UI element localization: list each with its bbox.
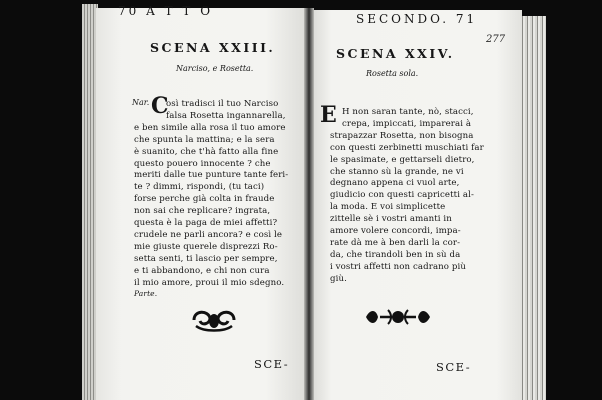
text-line: falsa Rosetta ingannarella, [166,110,286,121]
text-line: mie giuste querele disprezzi Ro- [134,241,278,252]
text-line: con questi zerbinetti muschiati far [330,142,484,153]
text-line: meriti dalle tue punture tante feri- [134,170,289,181]
text-line: è suanito, che t'hà fatto alla fine [134,146,279,157]
text-line: osì tradisci il tuo Narciso [166,99,279,109]
text-line: non sai che replicare? ingrata, [134,206,271,217]
text-line: le spasimate, e gettarseli dietro, [330,154,475,165]
text-line: crudele ne parli ancora? e così le [134,229,283,240]
text-line: crepa, impiccati, imparerai à [342,118,472,129]
left-characters: Narciso, e Rosetta. [176,64,254,73]
text-line: Parte. [134,289,158,299]
text-line: questo pouero innocente ? che [134,158,271,169]
left-catchword: SCE- [254,357,290,371]
text-line: e ti abbandono, e chi non cura [134,265,270,276]
text-line: rate dà me à ben darli la cor- [330,237,461,248]
left-drop-cap: C [151,93,169,119]
text-line: da, che tirandoli ben in sù da [330,249,461,260]
text-line: che spunta la mattina; e la sera [134,134,275,145]
right-scene-title: SCENA XXIV. [336,46,455,61]
left-scene-title: SCENA XXIII. [150,40,276,55]
speaker-label: Nar. [132,98,150,107]
text-line: e ben simile alla rosa il tuo amore [134,122,286,133]
right-characters: Rosetta sola. [366,69,419,78]
text-line: la moda. E voi simplicette [330,202,446,213]
text-line: zittelle sè i vostri amanti in [330,214,452,225]
text-line: setta senti, ti lascio per sempre, [134,253,278,264]
text-line: giù. [330,273,347,284]
text-line: i vostri affetti non cadrano più [330,261,466,272]
text-line: te ? dimmi, rispondi, (tu taci) [134,182,265,193]
text-line: strapazzar Rosetta, non bisogna [330,130,474,141]
page-edges-right [520,16,546,400]
text-line: il mio amore, proui il mio sdegno. [134,277,285,288]
right-catchword: SCE- [436,360,472,374]
text-line: H non saran tante, nò, stacci, [342,107,474,117]
right-drop-cap: E [320,102,337,128]
book-gutter [304,8,314,400]
floral-ornament-left [190,306,238,334]
text-line: questa è la paga de miei affetti? [134,218,278,228]
floral-ornament-right [362,306,434,328]
right-running-head: SECONDO. 71 [356,12,478,26]
text-line: giudicio con questi capricetti al- [330,190,474,201]
text-line: degnano appena ci vuol arte, [330,178,460,189]
text-line: amore volere concordi, impa- [330,226,461,236]
text-line: forse perche già colta in fraude [134,194,275,205]
text-line: che stanno sù la grande, ne vi [330,166,464,177]
handwritten-page-note: 277 [486,34,506,45]
left-running-head: 70 A T T O [118,4,214,18]
